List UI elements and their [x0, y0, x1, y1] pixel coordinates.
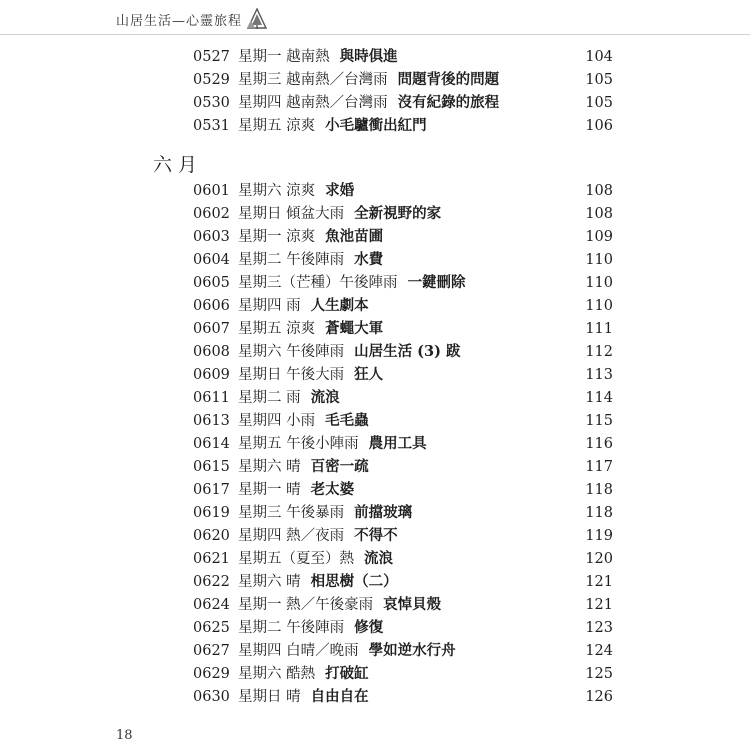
entry-date-code: 0617	[193, 482, 230, 498]
entry-weather: 星期一 涼爽	[238, 229, 316, 245]
entry-date-code: 0531	[193, 118, 230, 134]
entry-page-number: 109	[585, 229, 613, 245]
entry-date-code: 0625	[193, 620, 230, 636]
tree-mountain-logo-icon	[246, 8, 268, 30]
entry-weather: 星期五（夏至）熱	[238, 551, 354, 567]
entry-date-code: 0608	[193, 344, 230, 360]
entry-date-code: 0606	[193, 298, 230, 314]
header-rule	[0, 34, 750, 35]
entry-weather: 星期六 午後陣雨	[238, 344, 345, 360]
entry-title: 不得不	[354, 527, 398, 544]
entry-title: 毛毛蟲	[325, 412, 369, 429]
entry-title: 人生劇本	[310, 297, 369, 314]
toc-entry[interactable]	[193, 410, 613, 432]
entry-weather: 星期六 晴	[238, 574, 301, 590]
toc-entry[interactable]	[193, 318, 613, 340]
entry-title: 蒼蠅大軍	[325, 320, 384, 337]
entry-title: 流浪	[364, 550, 393, 567]
entry-title: 前擋玻璃	[354, 504, 413, 521]
toc-entry[interactable]	[193, 180, 613, 202]
toc-entry[interactable]	[193, 295, 613, 317]
entry-title: 與時俱進	[339, 48, 398, 65]
entry-title: 哀悼貝殼	[383, 596, 442, 613]
entry-title: 沒有紀錄的旅程	[397, 94, 500, 111]
toc-entry[interactable]	[193, 640, 613, 662]
entry-weather: 星期五 午後小陣雨	[238, 436, 359, 452]
entry-title: 狂人	[354, 366, 384, 383]
entry-weather: 星期六 涼爽	[238, 183, 316, 199]
entry-weather: 星期一 晴	[238, 482, 301, 498]
entry-date-code: 0615	[193, 459, 230, 475]
entry-title: 問題背後的問題	[397, 71, 500, 88]
entry-weather: 星期五 涼爽	[238, 118, 316, 134]
entry-date-code: 0605	[193, 275, 230, 291]
toc-entry[interactable]	[193, 341, 613, 363]
toc-entry[interactable]	[193, 249, 613, 271]
running-header	[116, 8, 268, 30]
entry-weather: 星期日 午後大雨	[238, 367, 345, 383]
toc-entry[interactable]	[193, 46, 613, 68]
entry-weather: 星期二 午後陣雨	[238, 620, 345, 636]
entry-weather: 星期四 白晴／晚雨	[238, 643, 359, 659]
toc-entry[interactable]	[193, 272, 613, 294]
entry-title: 老太婆	[310, 481, 355, 498]
entry-weather: 星期一 越南熱	[238, 49, 330, 65]
entry-title: 魚池苗圃	[325, 228, 384, 245]
toc-entry[interactable]	[193, 364, 613, 386]
entry-page-number: 121	[585, 597, 613, 613]
toc-entry[interactable]	[193, 617, 613, 639]
entry-date-code: 0627	[193, 643, 230, 659]
entry-date-code: 0611	[193, 390, 230, 406]
entry-date-code: 0613	[193, 413, 230, 429]
entry-date-code: 0614	[193, 436, 230, 452]
entry-page-number: 110	[585, 252, 613, 268]
entry-date-code: 0622	[193, 574, 230, 590]
entry-title: 農用工具	[368, 435, 427, 452]
toc-entry[interactable]	[193, 594, 613, 616]
entry-date-code: 0630	[193, 689, 230, 705]
entry-page-number: 105	[585, 95, 613, 111]
entry-date-code: 0621	[193, 551, 230, 567]
entry-date-code: 0604	[193, 252, 230, 268]
entry-date-code: 0602	[193, 206, 230, 222]
entry-weather: 星期二 雨	[238, 390, 301, 406]
entry-page-number: 113	[585, 367, 613, 383]
entry-page-number: 115	[585, 413, 613, 429]
toc-entry[interactable]	[193, 69, 613, 91]
toc-entry[interactable]	[193, 203, 613, 225]
toc-entry[interactable]	[193, 456, 613, 478]
entry-weather: 星期六 晴	[238, 459, 301, 475]
entry-page-number: 114	[585, 390, 613, 406]
entry-page-number: 110	[585, 298, 613, 314]
entry-page-number: 125	[585, 666, 613, 682]
entry-date-code: 0620	[193, 528, 230, 544]
entry-page-number: 119	[585, 528, 613, 544]
entry-page-number: 118	[585, 505, 613, 521]
entry-weather: 星期日 晴	[238, 689, 301, 705]
entry-weather: 星期三 午後暴雨	[238, 505, 345, 521]
entry-page-number: 121	[585, 574, 613, 590]
entry-page-number: 120	[585, 551, 613, 567]
entry-weather: 星期四 雨	[238, 298, 301, 314]
toc-entry[interactable]	[193, 571, 613, 593]
month-heading: 六月	[153, 154, 204, 176]
entry-date-code: 0601	[193, 183, 230, 199]
toc-entry[interactable]	[193, 686, 613, 708]
entry-title: 打破缸	[325, 665, 369, 682]
header-title: 山居生活—心靈旅程	[116, 13, 243, 29]
entry-title: 求婚	[325, 182, 355, 199]
entry-title: 小毛驢衝出紅門	[325, 117, 427, 134]
entry-page-number: 112	[585, 344, 613, 360]
entry-weather: 星期六 酷熱	[238, 666, 316, 682]
entry-weather: 星期四 小雨	[238, 413, 316, 429]
entry-weather: 星期五 涼爽	[238, 321, 316, 337]
entry-title: 自由自在	[310, 688, 369, 705]
entry-page-number: 108	[585, 206, 613, 222]
toc-entry[interactable]	[193, 115, 613, 137]
toc-entry[interactable]	[193, 663, 613, 685]
toc-entry[interactable]	[193, 226, 613, 248]
entry-title: 流浪	[310, 389, 340, 406]
entry-title: 修復	[354, 619, 384, 636]
entry-weather: 星期四 熱／夜雨	[238, 528, 345, 544]
entry-date-code: 0529	[193, 72, 230, 88]
entry-page-number: 108	[585, 183, 613, 199]
entry-weather: 星期三（芒種）午後陣雨	[238, 275, 398, 291]
entry-date-code: 0629	[193, 666, 230, 682]
entry-weather: 星期一 熱／午後豪雨	[238, 597, 374, 613]
toc-entry[interactable]	[193, 502, 613, 524]
toc-entry[interactable]	[193, 387, 613, 409]
toc-entry[interactable]	[193, 525, 613, 547]
entry-date-code: 0530	[193, 95, 230, 111]
toc-entry[interactable]	[193, 92, 613, 114]
entry-page-number: 104	[585, 49, 613, 65]
entry-page-number: 105	[585, 72, 613, 88]
entry-title: 相思樹（二）	[310, 573, 398, 590]
entry-title: 學如逆水行舟	[368, 642, 456, 659]
entry-weather: 星期二 午後陣雨	[238, 252, 345, 268]
entry-page-number: 110	[585, 275, 613, 291]
entry-title: 百密一疏	[310, 458, 369, 475]
entry-page-number: 123	[585, 620, 613, 636]
entry-title: 全新視野的家	[354, 205, 442, 222]
entry-page-number: 124	[585, 643, 613, 659]
entry-title: 水費	[354, 251, 384, 268]
entry-page-number: 118	[585, 482, 613, 498]
entry-title: 一鍵刪除	[407, 274, 466, 291]
page-number: 18	[116, 728, 133, 743]
entry-weather: 星期三 越南熱／台灣雨	[238, 72, 388, 88]
entry-date-code: 0527	[193, 49, 230, 65]
entry-page-number: 126	[585, 689, 613, 705]
entry-page-number: 116	[585, 436, 613, 452]
entry-weather: 星期日 傾盆大雨	[238, 206, 345, 222]
entry-date-code: 0603	[193, 229, 230, 245]
entry-date-code: 0619	[193, 505, 230, 521]
entry-date-code: 0609	[193, 367, 230, 383]
entry-title: 山居生活 (3) 跋	[354, 343, 461, 360]
entry-date-code: 0607	[193, 321, 230, 337]
entry-date-code: 0624	[193, 597, 230, 613]
toc-entry[interactable]	[193, 548, 613, 570]
entry-page-number: 106	[585, 118, 613, 134]
toc-entry[interactable]	[193, 479, 613, 501]
entry-page-number: 117	[585, 459, 613, 475]
entry-page-number: 111	[585, 321, 613, 337]
toc-entry[interactable]	[193, 433, 613, 455]
entry-weather: 星期四 越南熱／台灣雨	[238, 95, 388, 111]
